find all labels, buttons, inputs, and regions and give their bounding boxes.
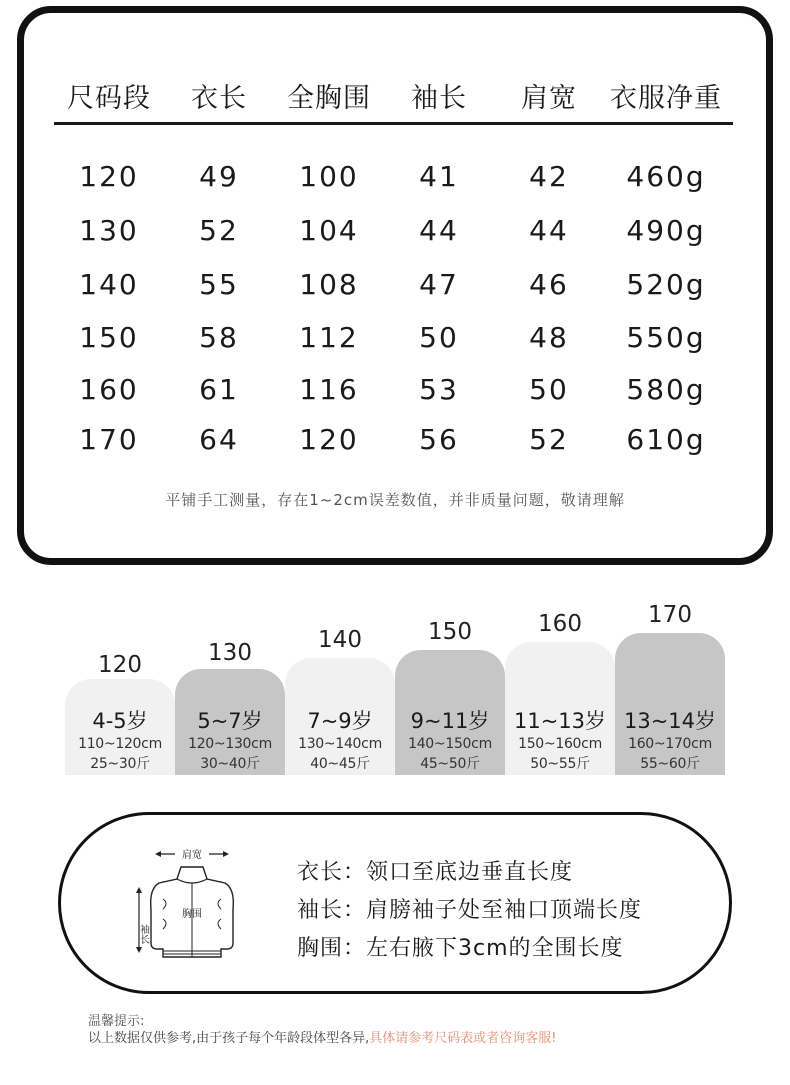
size-table-header (24, 79, 766, 119)
bar-height: 150~160cm (518, 736, 602, 752)
bar-age: 7~9岁 (307, 709, 373, 733)
bar-age: 13~14岁 (623, 709, 717, 733)
size-bar (175, 638, 285, 775)
jacket-diagram-icon (129, 839, 259, 969)
bar-size-label: 150 (428, 619, 472, 645)
bar-block (65, 679, 175, 775)
header-sleeve: 袖长 (411, 83, 467, 114)
bar-age: 11~13岁 (513, 709, 607, 733)
cell-shoulder: 52 (529, 423, 569, 456)
cell-weight: 490g (626, 214, 706, 247)
table-row (24, 265, 766, 305)
tip-text (88, 1027, 556, 1046)
size-bar (505, 611, 615, 775)
bar-size-label: 120 (98, 652, 142, 678)
bar-age: 5~7岁 (197, 709, 263, 733)
cell-sleeve: 56 (419, 423, 459, 456)
cell-weight: 460g (626, 160, 706, 193)
cell-weight: 550g (626, 321, 706, 354)
measurement-note: 平铺手工测量，存在1~2cm误差数值，并非质量问题，敬请理解 (165, 491, 625, 509)
measurement-guide (58, 812, 732, 994)
size-bar (285, 627, 395, 775)
table-row (24, 211, 766, 251)
bar-weight: 30~40斤 (200, 756, 260, 772)
table-row (24, 318, 766, 358)
cell-sleeve: 50 (419, 321, 459, 354)
cell-chest: 100 (299, 160, 359, 193)
bar-weight: 25~30斤 (90, 756, 150, 772)
cell-sleeve: 44 (419, 214, 459, 247)
header-chest: 全胸围 (287, 83, 371, 114)
header-shoulder: 肩宽 (521, 83, 577, 114)
cell-size: 120 (79, 160, 139, 193)
guide-sleeve: 袖长：肩膀袖子处至袖口顶端长度 (297, 898, 643, 923)
sleeve-label: 袖长 (137, 924, 149, 944)
cell-length: 52 (199, 214, 239, 247)
cell-shoulder: 44 (529, 214, 569, 247)
size-table-card (17, 6, 773, 565)
size-bar (395, 619, 505, 775)
bar-block (175, 669, 285, 775)
cell-length: 58 (199, 321, 239, 354)
cell-chest: 104 (299, 214, 359, 247)
cell-shoulder: 50 (529, 373, 569, 406)
bar-height: 160~170cm (628, 736, 712, 752)
cell-length: 55 (199, 268, 239, 301)
bar-height: 110~120cm (78, 736, 162, 752)
cell-size: 160 (79, 373, 139, 406)
shoulder-label: 肩宽 (182, 850, 202, 861)
chest-label: 胸围 (182, 909, 202, 920)
cell-shoulder: 48 (529, 321, 569, 354)
bar-block (285, 658, 395, 775)
header-net-weight: 衣服净重 (610, 83, 722, 114)
bar-height: 130~140cm (298, 736, 382, 752)
cell-weight: 520g (626, 268, 706, 301)
tip-title: 温馨提示: (88, 1014, 145, 1029)
cell-size: 140 (79, 268, 139, 301)
cell-size: 170 (79, 423, 139, 456)
cell-shoulder: 42 (529, 160, 569, 193)
bar-height: 120~130cm (188, 736, 272, 752)
cell-weight: 580g (626, 373, 706, 406)
tip-highlight-text: 具体请参考尺码表或者咨询客服! (369, 1031, 557, 1046)
table-row (24, 420, 766, 460)
cell-length: 61 (199, 373, 239, 406)
size-bars (0, 600, 790, 775)
bar-block (395, 650, 505, 775)
bar-size-label: 130 (208, 640, 252, 666)
cell-shoulder: 46 (529, 268, 569, 301)
header-divider (54, 122, 733, 125)
cell-sleeve: 47 (419, 268, 459, 301)
cell-length: 49 (199, 160, 239, 193)
table-row (24, 370, 766, 410)
bar-block (615, 633, 725, 775)
bar-weight: 50~55斤 (530, 756, 590, 772)
bar-block (505, 642, 615, 775)
cell-sleeve: 41 (419, 160, 459, 193)
bar-age: 9~11岁 (410, 709, 490, 733)
bar-age: 4-5岁 (92, 709, 148, 733)
cell-weight: 610g (626, 423, 706, 456)
table-row (24, 157, 766, 197)
bar-size-label: 140 (318, 627, 362, 653)
bar-weight: 45~50斤 (420, 756, 480, 772)
bar-weight: 40~45斤 (310, 756, 370, 772)
cell-size: 130 (79, 214, 139, 247)
cell-length: 64 (199, 423, 239, 456)
size-bar (65, 648, 175, 775)
cell-sleeve: 53 (419, 373, 459, 406)
cell-chest: 116 (299, 373, 359, 406)
cell-size: 150 (79, 321, 139, 354)
header-length: 衣长 (191, 83, 247, 114)
bar-size-label: 170 (648, 602, 692, 628)
guide-length: 衣长：领口至底边垂直长度 (297, 860, 574, 885)
cell-chest: 112 (299, 321, 359, 354)
cell-chest: 120 (299, 423, 359, 456)
bar-weight: 55~60斤 (640, 756, 700, 772)
tip-normal-text: 以上数据仅供参考,由于孩子每个年龄段体型各异, (88, 1031, 370, 1046)
bar-height: 140~150cm (408, 736, 492, 752)
size-bar (615, 602, 725, 775)
cell-chest: 108 (299, 268, 359, 301)
bar-size-label: 160 (538, 611, 582, 637)
guide-chest: 胸围：左右腋下3cm的全围长度 (297, 936, 624, 961)
header-size-range: 尺码段 (67, 83, 151, 114)
